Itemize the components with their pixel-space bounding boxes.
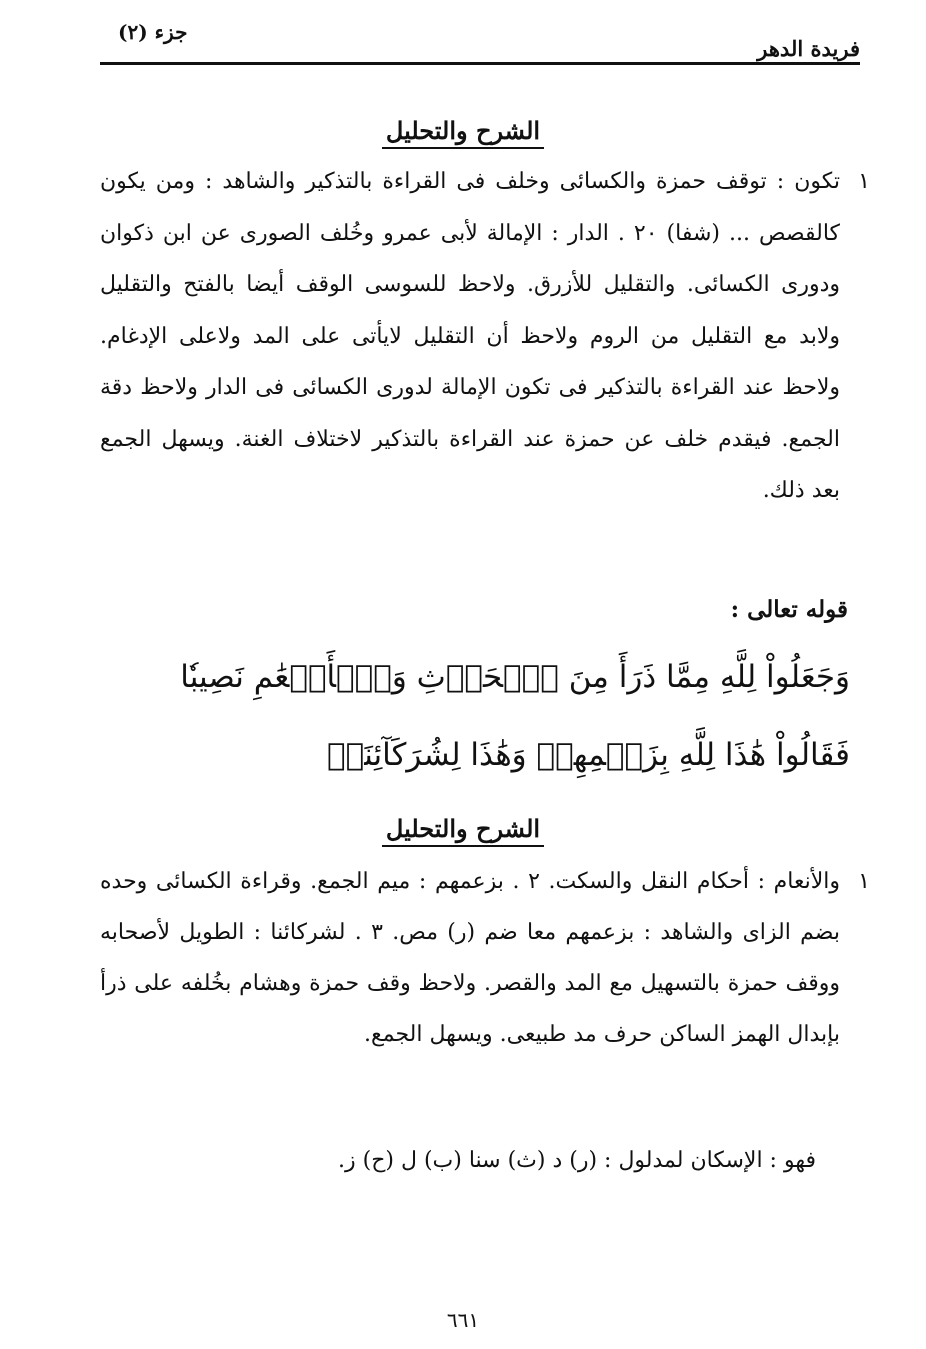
running-header (100, 18, 860, 65)
verse-label: قوله تعالى : (730, 596, 848, 623)
quran-verse: وَجَعَلُواْ لِلَّهِ مِمَّا ذَرَأَ مِنَ ٱلۡحَرۡثِ وَٱلۡأَنۡعَٰمِ نَصِيبٗا فَقَالُواْ هَٰذَا لِلَّهِ بِزَعۡمِهِمۡ وَهَٰذَا لِشُرَكَآئِنَاۖ (180, 659, 850, 773)
paragraph-text: تكون : توقف حمزة والكسائى وخلف فى القراءة بالتذكير والشاهد : ومن يكون كالقصص ... (شفا) ٢٠ . الدار : الإمالة لأبى عمرو وخُلف الصورى عن ابن ذكوان ودورى الكسائى. والتقليل للأزرق. ولاحظ للسوسى الوقف أيضا بالفتح والتقليل ولابد مع التقليل من الروم ولاحظ أن التقليل لايأتى على المد ولاعلى الإدغام. ولاحظ عند القراءة بالتذكير فى تكون الإمالة لدورى الكسائى فى الدار ولاحظ دقة الجمع. فيقدم خلف عن حمزة عند القراءة بالتذكير لاختلاف الغنة. ويسهل الجمع بعد ذلك. (100, 169, 840, 503)
section-title-2: الشرح والتحليل (0, 814, 926, 843)
paragraph-number: ١ (858, 869, 870, 894)
paragraph-number: ١ (858, 169, 870, 194)
commentary-paragraph-2 (100, 856, 870, 1060)
part-label: جزء (٢) (118, 20, 188, 44)
footnote-line: فهو : الإسكان لمدلول : (ر) د (ث) سنا (ب) ل (ح) ز. (338, 1148, 816, 1173)
commentary-paragraph-1 (100, 156, 870, 517)
page-number: ٦٦١ (446, 1308, 480, 1332)
paragraph-text: والأنعام : أحكام النقل والسكت. ٢ . بزعمهم : ميم الجمع. وقراءة الكسائى وحده بضم الزاى والشاهد : بزعمهم معا ضم (ر) مص. ٣ . لشركائنا : الطويل لأصحابه ووقف حمزة بالتسهيل مع المد والقصر. ولاحظ وقف حمزة وهشام بخُلفه على ذرأ بإبدال الهمز الساكن حرف مد طبيعى. ويسهل الجمع. (100, 869, 841, 1047)
book-title: فريدة الدهر (757, 36, 860, 61)
section-title-1: الشرح والتحليل (0, 116, 926, 145)
